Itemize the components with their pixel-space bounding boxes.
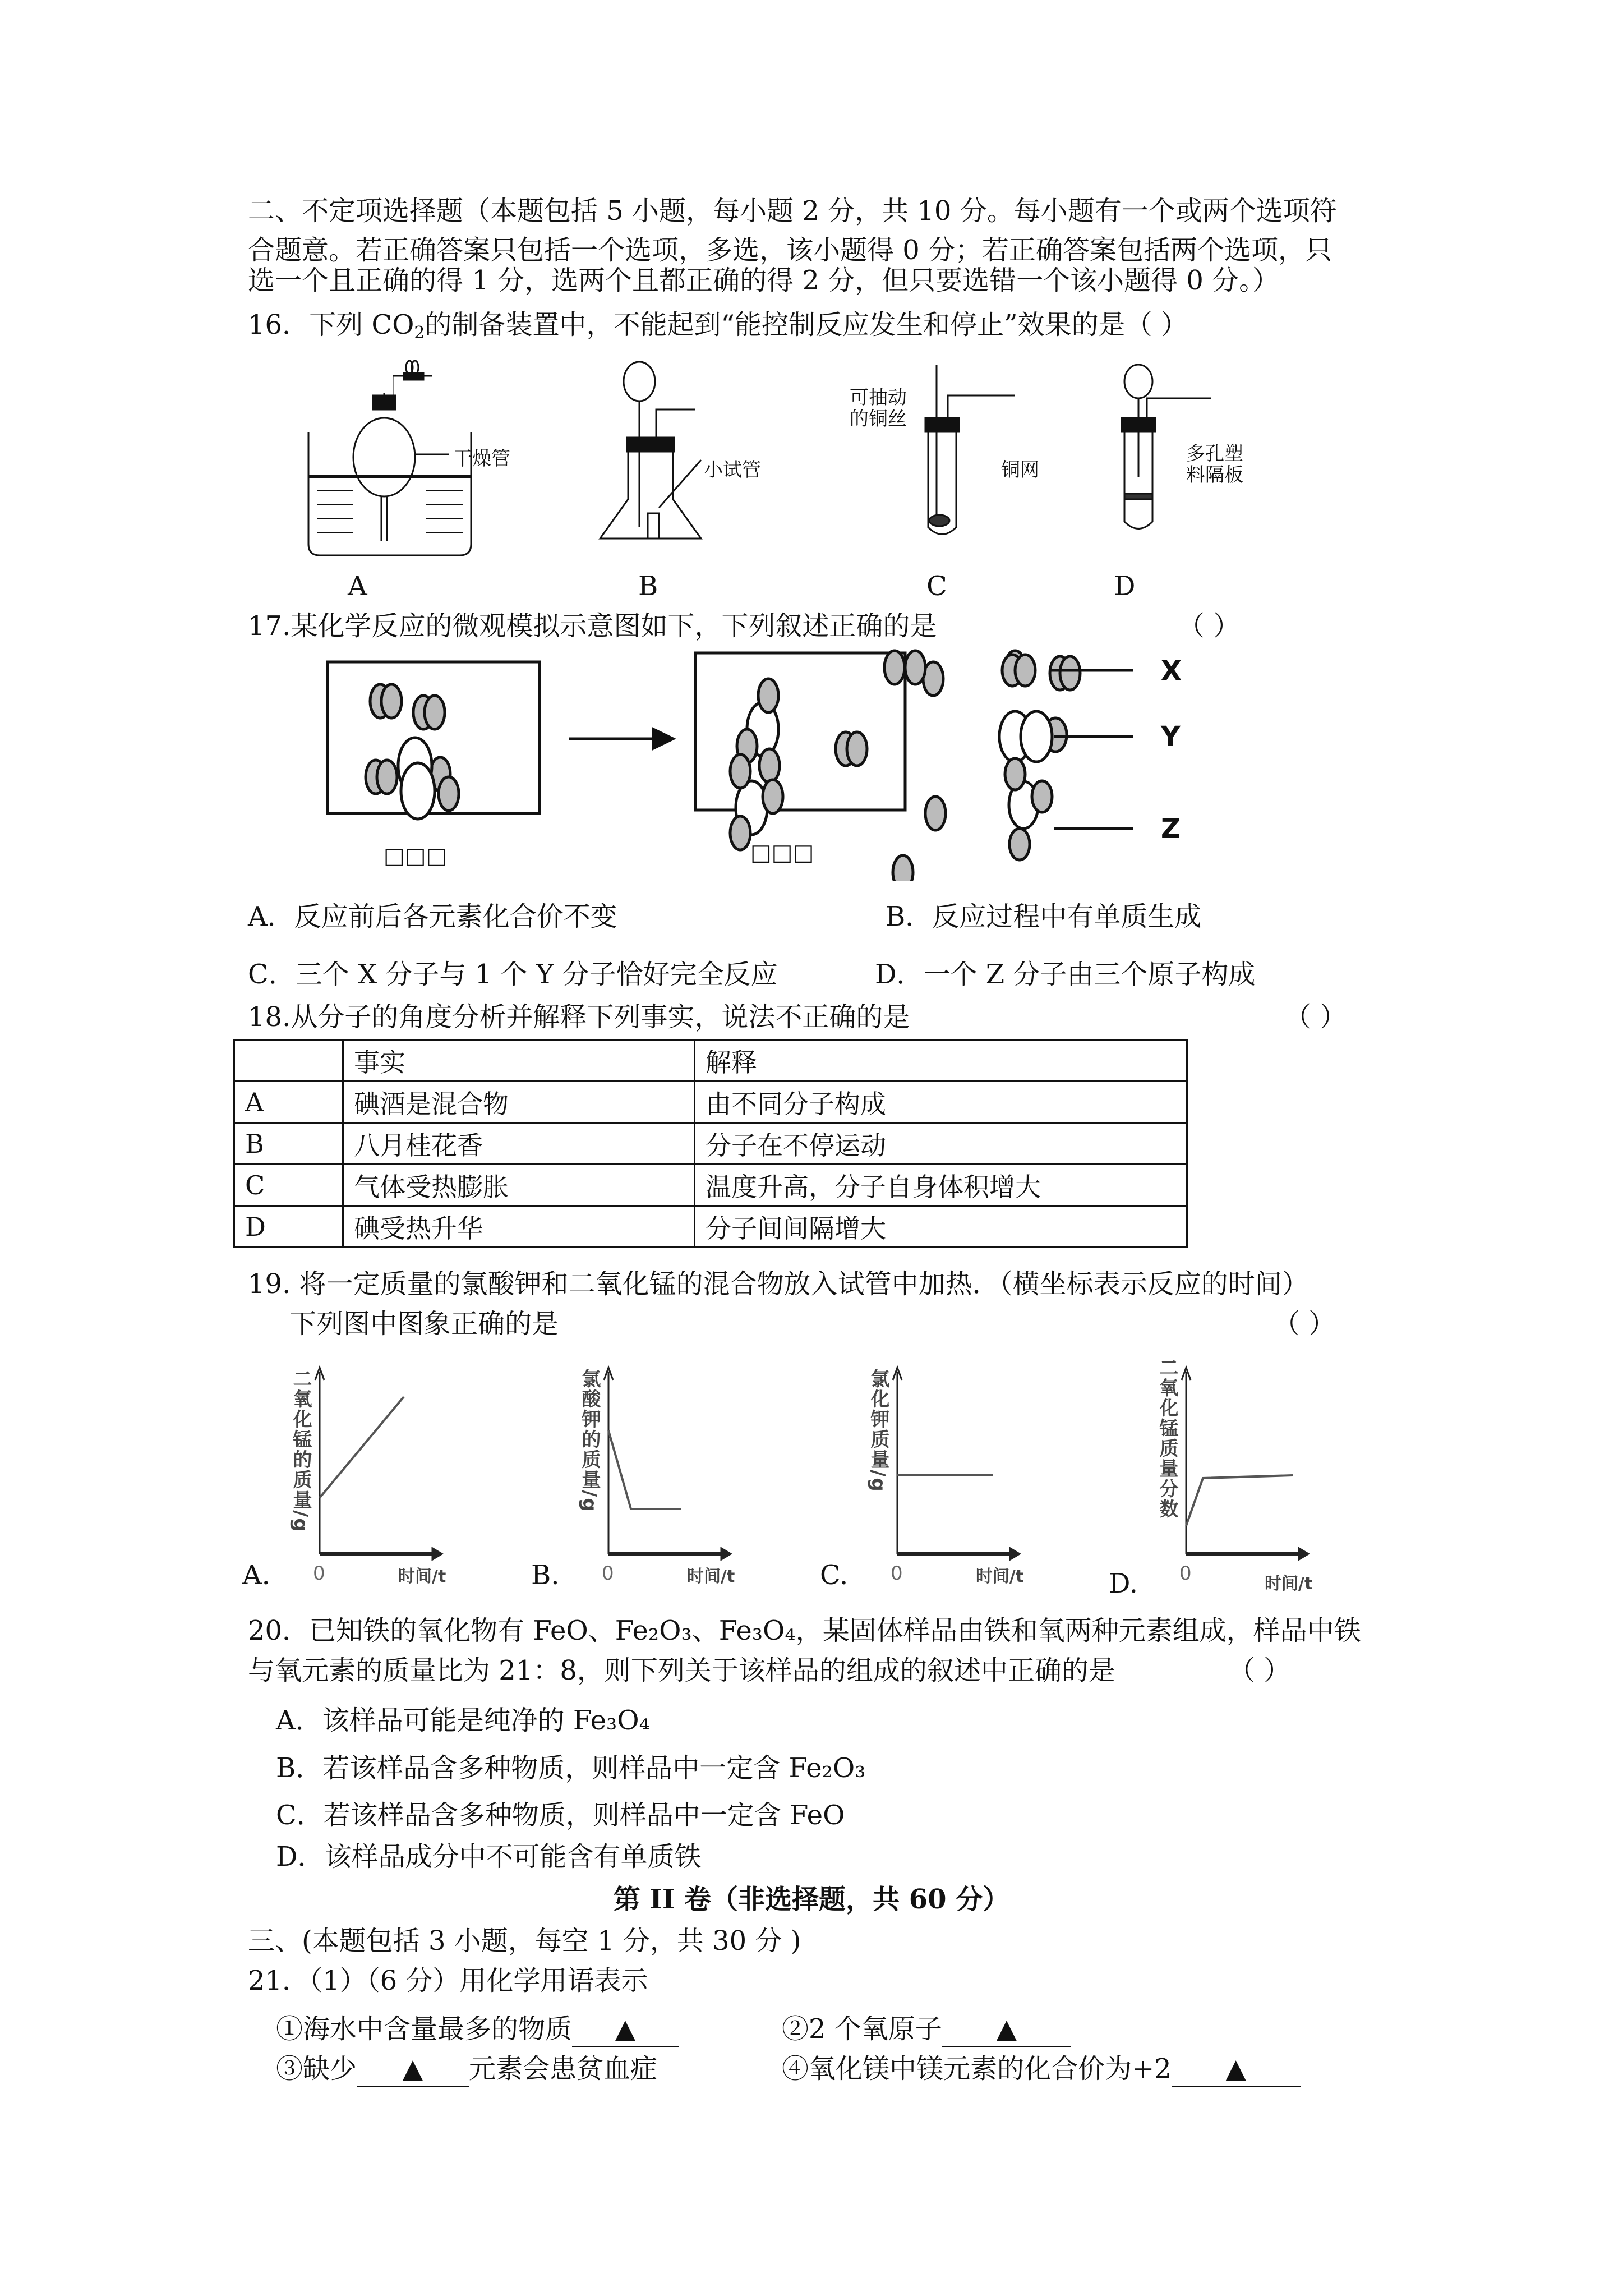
q19-line-2: 下列图中图象正确的是 [289,1308,559,1340]
table-header-cell: 事实 [343,1040,695,1082]
apparatus-c-wire-label [850,387,907,430]
part2-title: 第 II 卷（非选择题，共 60 分） [613,1884,1010,1915]
graph-origin-label: 0 [602,1562,614,1585]
q21-item-4 [782,2052,1301,2087]
q16-stem-post: 的制备装置中，不能起到“能控制反应发生和停止”效果的是（ ） [425,309,1188,341]
graph-x-axis-label: 时间/t [1265,1574,1313,1594]
table-cell: C [234,1165,343,1206]
graph-line [320,1397,404,1498]
q20-option-c: C．若该样品含多种物质，则样品中一定含 FeO [276,1800,845,1831]
q21-item-3-text-b: 元素会患贫血症 [469,2053,658,2085]
before-box-caption: □□□ [384,843,448,869]
c-label-bottom: 的铜丝 [850,408,907,430]
table-cell: 温度升高，分子自身体积增大 [695,1165,1187,1206]
answer-blank-3[interactable]: ▲ [357,2052,469,2087]
table-cell: 气体受热膨胀 [343,1165,695,1206]
graph-x-axis-label: 时间/t [976,1567,1024,1586]
q16-option-b: B [638,570,658,602]
q19-answer-paren: （ ） [1273,1308,1336,1340]
legend-z-label: Z [1161,813,1181,844]
after-box-caption: □□□ [750,840,814,866]
table-row [234,1082,1187,1123]
apparatus-c-test-tube-diagram [920,365,1049,539]
q19-line-1: 19. 将一定质量的氯酸钾和二氧化锰的混合物放入试管中加热．（横坐标表示反应的时间） [248,1268,1309,1300]
graph-x-axis-label: 时间/t [687,1567,735,1586]
section3-heading: 三、(本题包括 3 小题，每空 1 分，共 30 分 ) [248,1925,801,1957]
table-cell: B [234,1123,343,1165]
table-cell: 八月桂花香 [343,1123,695,1165]
q19-graph-a [242,1358,460,1604]
q16-option-a: A [348,570,367,602]
graph-option-label: A. [242,1559,270,1591]
q20-option-d: D．该样品成分中不可能含有单质铁 [276,1841,702,1872]
q20-option-a: A．该样品可能是纯净的 Fe₃O₄ [276,1705,650,1736]
graph-y-axis-label: 二氧化锰质量分数 [1156,1358,1178,1519]
table-header-row [234,1040,1187,1082]
answer-blank-1[interactable]: ▲ [572,2012,679,2047]
q18-answer-paren: （ ） [1284,1001,1347,1033]
apparatus-a-label: 干燥管 [453,448,510,470]
c-label-top: 可抽动 [850,386,907,409]
table-cell: 分子在不停运动 [695,1123,1187,1165]
q16-option-c: C [926,570,947,602]
q20-line-2: 与氧元素的质量比为 21：8，则下列关于该样品的组成的叙述中正确的是 [248,1655,1115,1686]
q16-stem-sub: 2 [414,323,425,343]
reaction-micro-diagram [314,645,1492,881]
q17-stem: 17.某化学反应的微观模拟示意图如下，下列叙述正确的是 [248,610,937,642]
table-cell: 由不同分子构成 [695,1082,1187,1123]
graph-option-label: B. [531,1559,560,1591]
table-cell: 碘酒是混合物 [343,1082,695,1123]
table-cell: 碘受热升华 [343,1206,695,1248]
section2-line-2: 合题意。若正确答案只包括一个选项，多选，该小题得 0 分；若正确答案包括两个选项，只 [248,234,1332,266]
q20-line-1: 20．已知铁的氧化物有 FeO、Fe₂O₃、Fe₃O₄，某固体样品由铁和氧两种元素组成，样品中铁 [248,1615,1361,1646]
q20-option-b: B．若该样品含多种物质，则样品中一定含 Fe₂O₃ [276,1752,866,1784]
apparatus-d-plate-label [1186,443,1243,486]
q21-item-1-text: ①海水中含量最多的物质 [276,2013,573,2045]
clamp-icon [393,359,437,398]
molecule-legend [998,645,1234,881]
q17-option-c: C．三个 X 分子与 1 个 Y 分子恰好完全反应 [248,959,778,990]
q21-item-1 [276,2012,679,2047]
q19-graph-c [820,1358,1038,1604]
q21-item-4-text: ④氧化镁中镁元素的化合价为+2 [782,2053,1172,2085]
q19-graph-b [531,1358,749,1604]
graph-line [608,1430,681,1509]
graph-y-axis-label: 氯酸钾的质量/g [578,1369,601,1513]
table-row [234,1165,1187,1206]
legend-y-label: Y [1161,721,1181,752]
graph-line [1186,1475,1293,1526]
q18-stem: 18.从分子的角度分析并解释下列事实，说法不正确的是 [248,1001,910,1033]
answer-blank-2[interactable]: ▲ [942,2012,1071,2047]
d-label-2: 料隔板 [1186,464,1243,486]
graph-axes [1113,1358,1326,1604]
graph-option-label: C. [820,1559,849,1591]
q21-item-2-text: ②2 个氧原子 [782,2013,942,2045]
apparatus-b-label: 小试管 [704,459,761,481]
legend-x-label: X [1161,655,1182,687]
graph-origin-label: 0 [1179,1562,1192,1585]
table-cell: A [234,1082,343,1123]
section2-line-1: 二、不定项选择题（本题包括 5 小题，每小题 2 分，共 10 分。每小题有一个或两个选项符 [248,195,1337,227]
d-label-1: 多孔塑 [1186,443,1243,465]
q16-stem-pre: 16．下列 CO [248,309,414,341]
q19-graph-d [1109,1358,1326,1604]
q21-item-3-text-a: ③缺少 [276,2053,357,2085]
apparatus-a-drying-tube-diagram [292,393,527,561]
q17-option-a: A．反应前后各元素化合价不变 [248,901,617,932]
q17-option-d: D．一个 Z 分子由三个原子构成 [875,959,1256,990]
graph-x-axis-label: 时间/t [398,1567,446,1586]
q18-table [233,1039,1188,1248]
table-cell: D [234,1206,343,1248]
table-row [234,1123,1187,1165]
graph-y-axis-label: 二氧化锰的质量/g [289,1369,312,1533]
answer-blank-4[interactable]: ▲ [1172,2052,1301,2087]
q16-option-d: D [1114,570,1136,602]
table-header-cell: 解释 [695,1040,1187,1082]
table-cell: 分子间间隔增大 [695,1206,1187,1248]
graph-origin-label: 0 [313,1562,325,1585]
graph-option-label: D. [1109,1568,1138,1599]
graph-origin-label: 0 [891,1562,903,1585]
q17-option-b: B．反应过程中有单质生成 [886,901,1202,932]
graph-y-axis-label: 氯化钾质量/g [867,1369,889,1493]
section2-line-3: 选一个且正确的得 1 分，选两个且都正确的得 2 分，但只要选错一个该小题得 0 分。） [248,265,1280,296]
q21-item-2 [782,2012,1071,2047]
q17-answer-paren: （ ） [1178,610,1241,642]
q20-answer-paren: （ ） [1228,1655,1291,1686]
table-row [234,1206,1187,1248]
table-header-cell [234,1040,343,1082]
apparatus-c-mesh-label: 铜网 [1001,459,1039,481]
q21-item-3 [276,2052,657,2087]
q16-stem [248,308,1188,350]
apparatus-b-flask-diagram [589,359,780,544]
q21-stem: 21．（1）（6 分）用化学用语表示 [248,1965,648,1996]
